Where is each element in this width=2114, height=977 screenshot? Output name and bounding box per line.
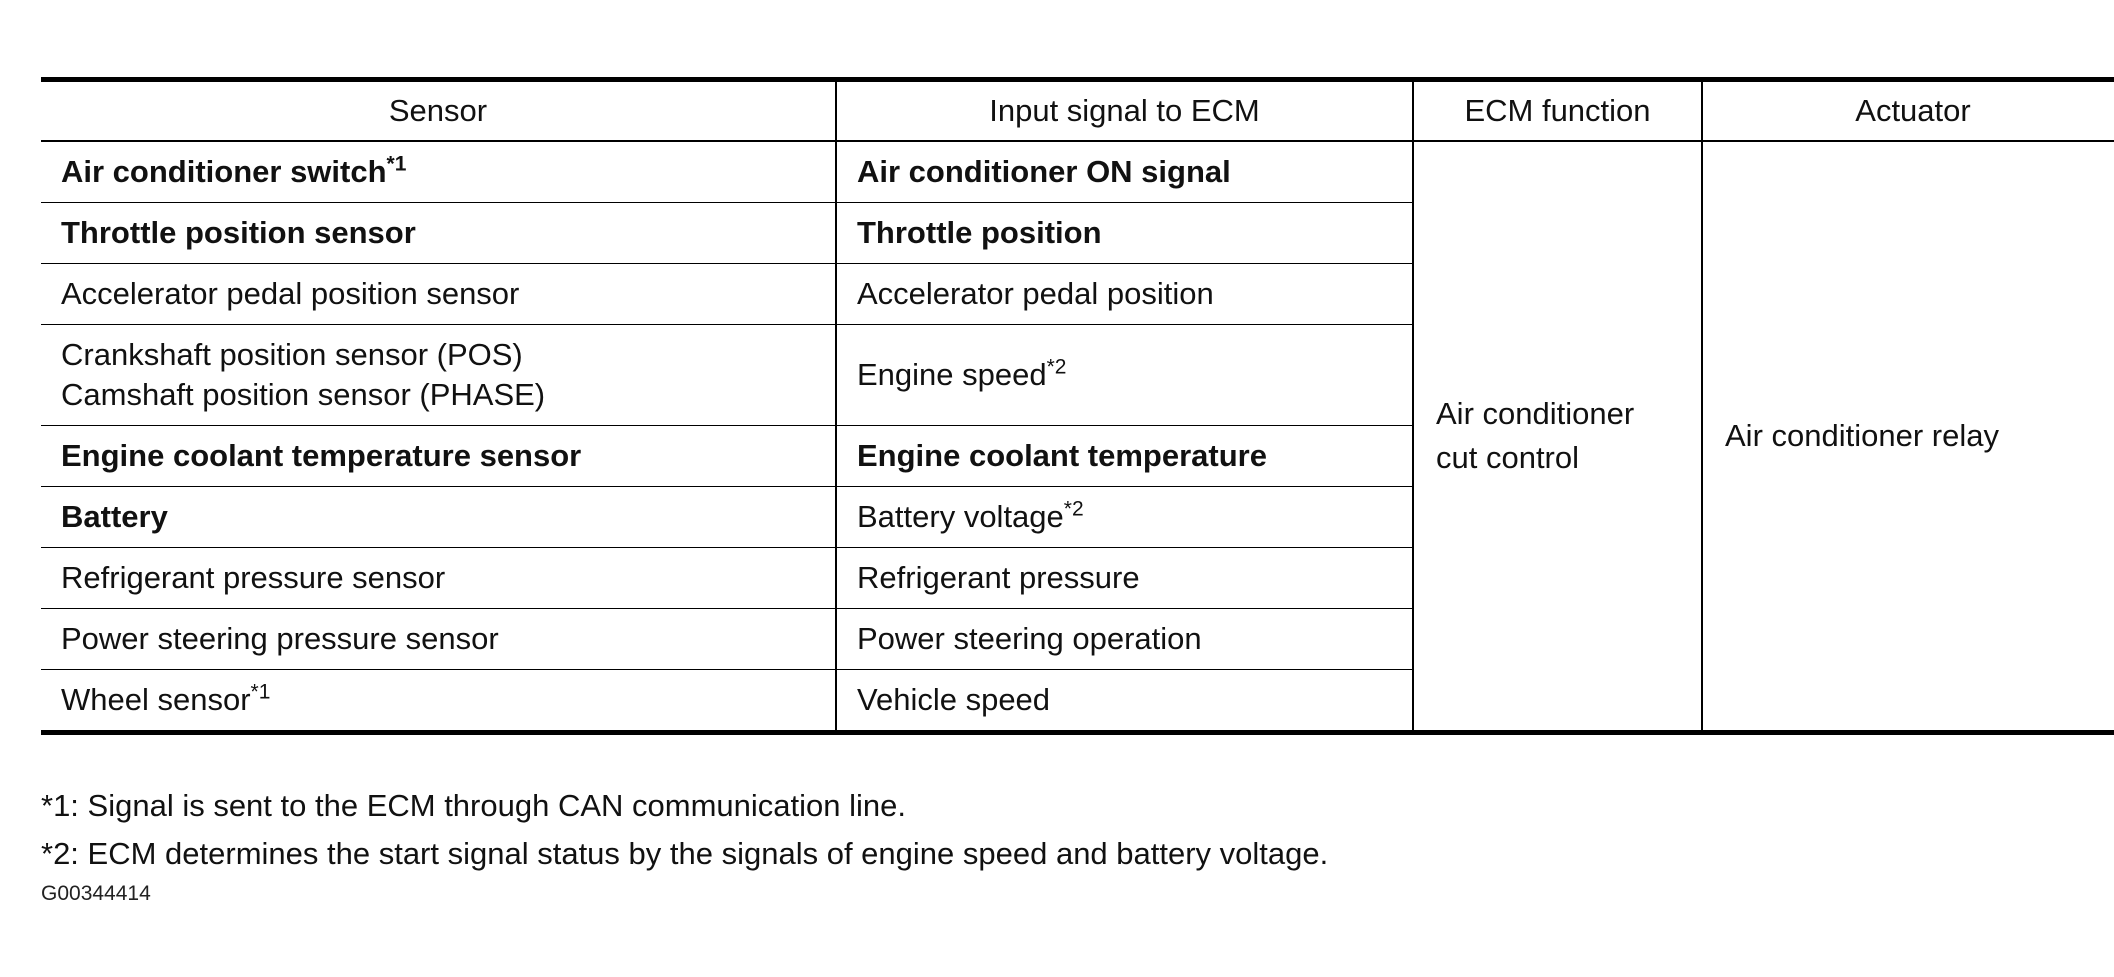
- signal-name: Engine coolant temperature: [857, 438, 1267, 473]
- signal-cell: [836, 670, 1413, 733]
- sensor-name: Power steering pressure sensor: [61, 621, 499, 656]
- sensor-name: Wheel sensor: [61, 682, 251, 717]
- signal-name: Battery voltage: [857, 499, 1064, 534]
- header-ecm-function: ECM function: [1413, 80, 1702, 142]
- sensor-cell: [41, 325, 836, 426]
- sensor-name: Air conditioner switch: [61, 154, 387, 189]
- signal-cell: [836, 264, 1413, 325]
- footnote-marker: *2: [1063, 497, 1084, 521]
- header-row: [41, 80, 2114, 142]
- sensor-cell: [41, 609, 836, 670]
- sensor-name: Crankshaft position sensor (POS): [61, 337, 523, 372]
- signal-cell: [836, 426, 1413, 487]
- sensor-name: Accelerator pedal position sensor: [61, 276, 520, 311]
- ecm-function-line: cut control: [1436, 440, 1580, 475]
- sensor-cell: [41, 203, 836, 264]
- signal-cell: [836, 141, 1413, 203]
- sensor-signal-table: [41, 77, 2114, 735]
- footnote-marker: *2: [1046, 355, 1067, 379]
- signal-name: Power steering operation: [857, 621, 1202, 656]
- actuator-cell: [1702, 141, 2114, 733]
- sensor-cell: [41, 426, 836, 487]
- signal-name: Engine speed: [857, 357, 1047, 392]
- signal-cell: [836, 487, 1413, 548]
- sensor-cell: [41, 670, 836, 733]
- sensor-cell: [41, 548, 836, 609]
- sensor-cell: [41, 264, 836, 325]
- header-input-signal: Input signal to ECM: [836, 80, 1413, 142]
- signal-cell: [836, 548, 1413, 609]
- ecm-function-cell: [1413, 141, 1702, 733]
- sensor-cell: [41, 141, 836, 203]
- sensor-name: Throttle position sensor: [61, 215, 416, 250]
- sensor-name: Refrigerant pressure sensor: [61, 560, 446, 595]
- figure-id: G00344414: [41, 882, 151, 905]
- header-sensor: Sensor: [41, 80, 836, 142]
- footnote-marker: *1: [386, 152, 407, 176]
- signal-cell: [836, 203, 1413, 264]
- sensor-name: Camshaft position sensor (PHASE): [61, 377, 546, 412]
- footnote-marker: *1: [250, 680, 271, 704]
- sensor-name: Battery: [61, 499, 168, 534]
- footnote-1: *1: Signal is sent to the ECM through CAN communication line.: [41, 788, 906, 823]
- signal-name: Refrigerant pressure: [857, 560, 1140, 595]
- actuator-name: Air conditioner relay: [1725, 418, 1999, 453]
- signal-name: Air conditioner ON signal: [857, 154, 1231, 189]
- signal-cell: [836, 609, 1413, 670]
- sensor-cell: [41, 487, 836, 548]
- sensor-name: Engine coolant temperature sensor: [61, 438, 582, 473]
- ecm-function-line: Air conditioner: [1436, 396, 1635, 431]
- table-row: [41, 141, 2114, 203]
- header-actuator: Actuator: [1702, 80, 2114, 142]
- footnote-2: *2: ECM determines the start signal status by the signals of engine speed and battery voltage.: [41, 836, 1329, 871]
- signal-cell: [836, 325, 1413, 426]
- signal-name: Accelerator pedal position: [857, 276, 1214, 311]
- footnotes: [41, 782, 1328, 878]
- signal-name: Throttle position: [857, 215, 1102, 250]
- signal-name: Vehicle speed: [857, 682, 1051, 717]
